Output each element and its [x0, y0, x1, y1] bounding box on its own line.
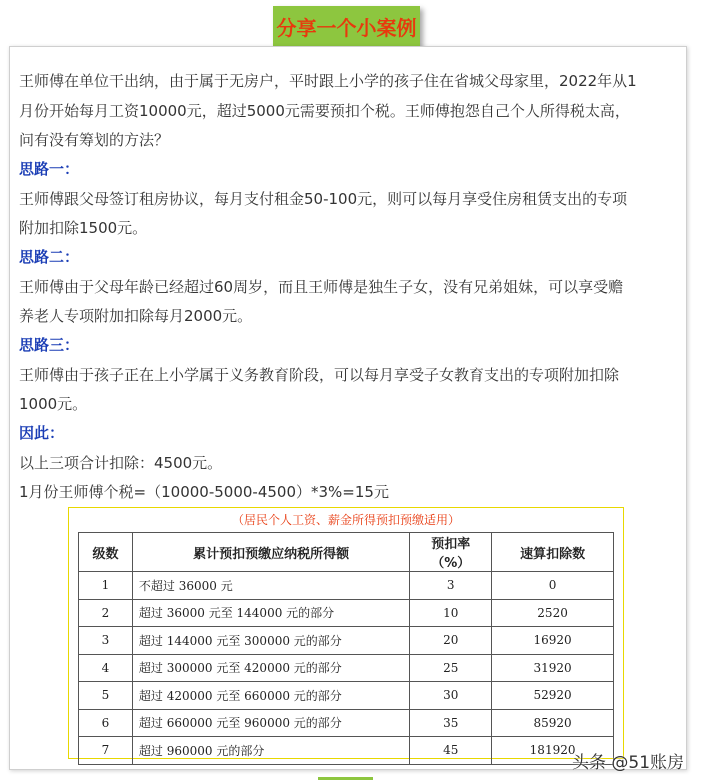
cell-income-range: 超过 420000 元至 660000 元的部分: [132, 682, 409, 710]
table-row: [79, 709, 614, 737]
cell-level: 5: [79, 682, 133, 710]
table-row: [79, 627, 614, 655]
cell-rate: 20: [410, 627, 492, 655]
cell-income-range: 超过 660000 元至 960000 元的部分: [132, 709, 409, 737]
header-rate: 预扣率（%）: [410, 533, 492, 572]
cell-deduction: 16920: [492, 627, 614, 655]
intro-line-2: 月份开始每月工资10000元，超过5000元需要预扣个税。王师傅抱怨自己个人所得税太高，: [19, 102, 630, 120]
cell-rate: 25: [410, 654, 492, 682]
cell-level: 6: [79, 709, 133, 737]
cell-deduction: 31920: [492, 654, 614, 682]
tax-rate-table: [78, 532, 614, 765]
idea-three-line-2: 1000元。: [19, 395, 88, 413]
cell-deduction: 2520: [492, 599, 614, 627]
idea-two-line-2: 养老人专项附加扣除每月2000元。: [19, 307, 253, 325]
cell-deduction: 0: [492, 572, 614, 600]
cell-income-range: 超过 300000 元至 420000 元的部分: [132, 654, 409, 682]
conclusion-line-1: 以上三项合计扣除：4500元。: [19, 454, 223, 472]
idea-one-heading: 思路一：: [19, 160, 80, 178]
cell-income-range: 不超过 36000 元: [132, 572, 409, 600]
cell-deduction: 181920: [492, 737, 614, 765]
header-taxable-income: 累计预扣预缴应纳税所得额: [132, 533, 409, 572]
table-row: [79, 737, 614, 765]
table-row: [79, 654, 614, 682]
cell-income-range: 超过 144000 元至 300000 元的部分: [132, 627, 409, 655]
idea-two-line-1: 王师傅由于父母年龄已经超过60周岁，而且王师傅是独生子女，没有兄弟姐妹，可以享受赡: [19, 278, 624, 296]
cell-rate: 45: [410, 737, 492, 765]
cell-rate: 3: [410, 572, 492, 600]
tax-rate-table-image: [68, 507, 624, 759]
idea-three-line-1: 王师傅由于孩子正在上小学属于义务教育阶段，可以每月享受子女教育支出的专项附加扣除: [19, 366, 620, 384]
article-title-badge: 分享一个小案例: [273, 6, 420, 50]
cell-income-range: 超过 36000 元至 144000 元的部分: [132, 599, 409, 627]
idea-three-heading: 思路三：: [19, 336, 80, 354]
cell-level: 7: [79, 737, 133, 765]
source-watermark: 头条 @51账房: [572, 753, 685, 773]
cell-rate: 10: [410, 599, 492, 627]
table-row: [79, 682, 614, 710]
header-quick-deduction: 速算扣除数: [492, 533, 614, 572]
idea-two-heading: 思路二：: [19, 248, 80, 266]
table-row: [79, 572, 614, 600]
conclusion-heading: 因此：: [19, 424, 65, 442]
table-header-row: [79, 533, 614, 572]
header-level: 级数: [79, 533, 133, 572]
cell-level: 4: [79, 654, 133, 682]
idea-one-line-2: 附加扣除1500元。: [19, 219, 148, 237]
cell-rate: 30: [410, 682, 492, 710]
idea-one-line-1: 王师傅跟父母签订租房协议，每月支付租金50-100元，则可以每月享受住房租赁支出的专项: [19, 190, 628, 208]
table-row: [79, 599, 614, 627]
conclusion-line-2: 1月份王师傅个税=（10000-5000-4500）*3%=15元: [19, 483, 389, 501]
cell-level: 1: [79, 572, 133, 600]
intro-line-3: 问有没有筹划的方法？: [19, 131, 170, 149]
cell-deduction: 85920: [492, 709, 614, 737]
cell-deduction: 52920: [492, 682, 614, 710]
cell-level: 3: [79, 627, 133, 655]
cell-rate: 35: [410, 709, 492, 737]
table-caption: （居民个人工资、薪金所得预扣预缴适用）: [231, 513, 460, 527]
cell-income-range: 超过 960000 元的部分: [132, 737, 409, 765]
cell-level: 2: [79, 599, 133, 627]
intro-line-1: 王师傅在单位干出纳，由于属于无房户，平时跟上小学的孩子住在省城父母家里，2022年从1: [19, 72, 637, 90]
